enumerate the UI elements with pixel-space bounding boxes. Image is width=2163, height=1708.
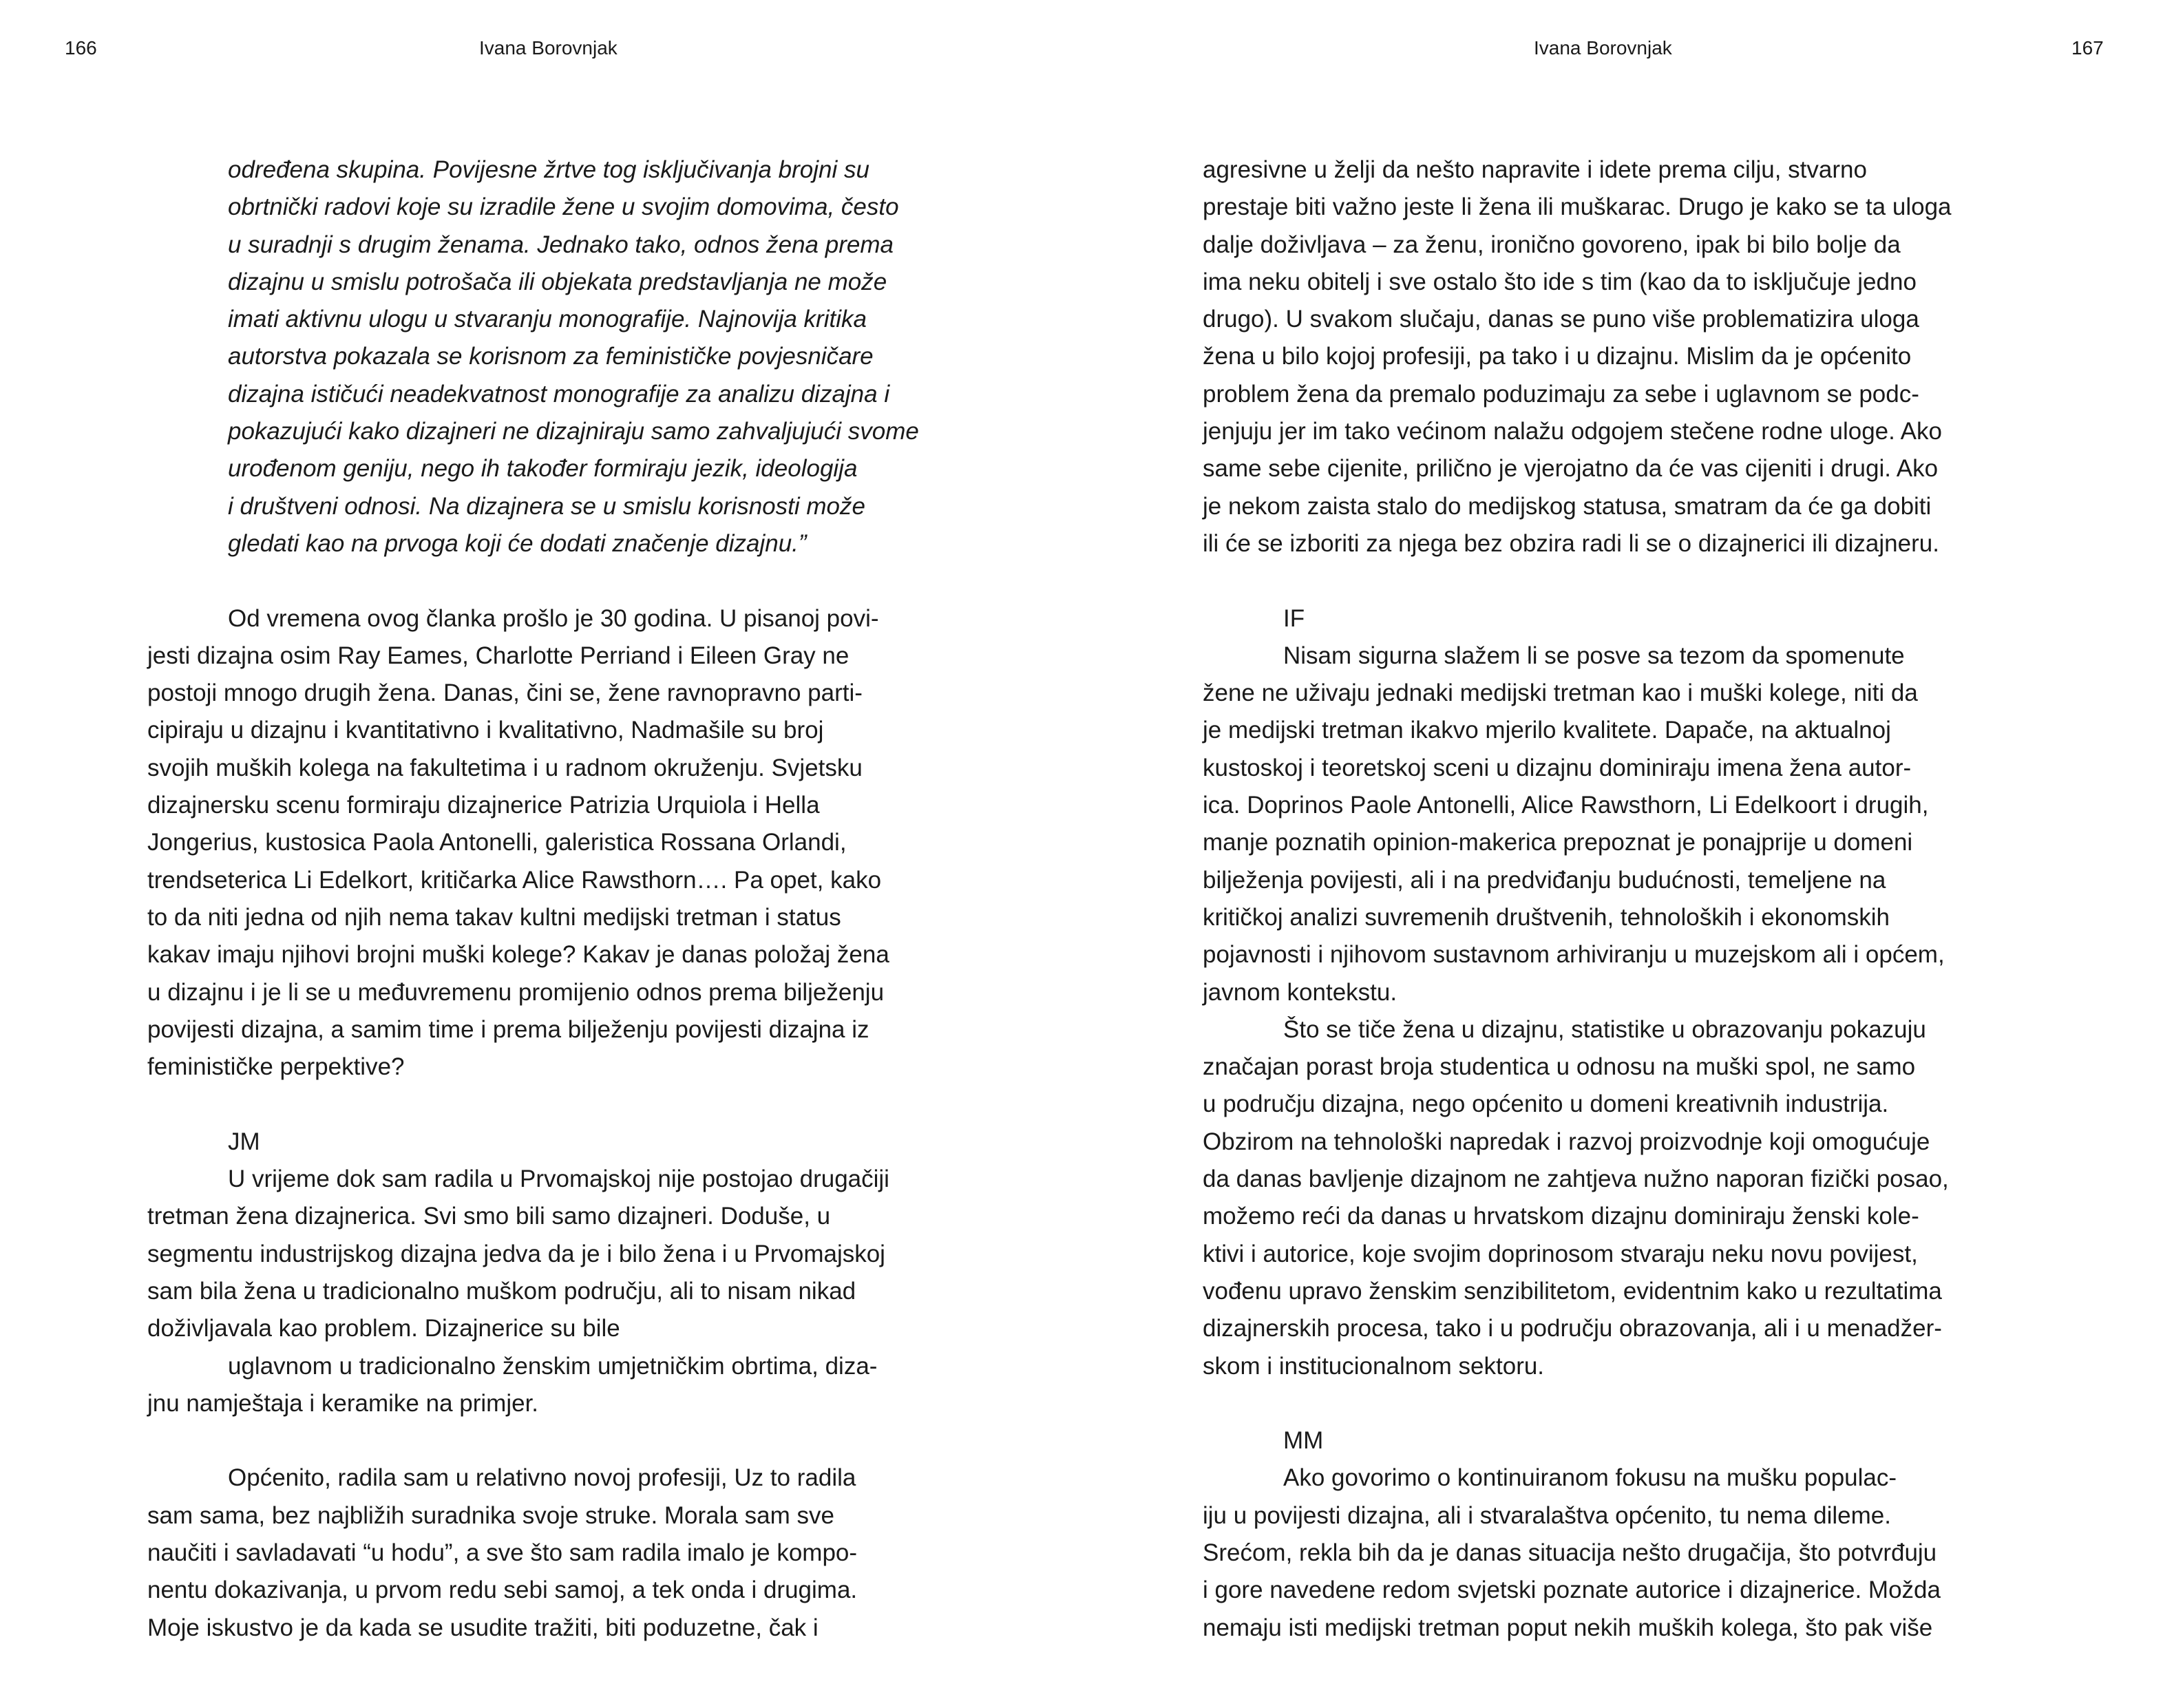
text-line: pokazujući kako dizajneri ne dizajniraju samo zahvaljujući svome: [228, 418, 919, 445]
paragraph-gap: [147, 1422, 967, 1459]
text-line: Jongerius, kustosica Paola Antonelli, galeristica Rossana Orlandi,: [147, 829, 847, 856]
text-line: Srećom, rekla bih da je danas situacija nešto drugačija, što potvrđuju: [1203, 1539, 1937, 1566]
text-line: jesti dizajna osim Ray Eames, Charlotte Perriand i Eileen Gray ne: [147, 642, 850, 669]
text-line: Moje iskustvo je da kada se usudite tražiti, biti poduzetne, čak i: [147, 1614, 819, 1641]
text-line: dizajnu u smislu potrošača ili objekata predstavljanja ne može: [228, 268, 887, 295]
right-text-column: [1203, 151, 2026, 1647]
text-line: je medijski tretman ikakvo mjerilo kvalitete. Dapače, na aktualnoj: [1203, 717, 1891, 744]
text-line: skom i institucionalnom sektoru.: [1203, 1352, 1545, 1380]
paragraph: [147, 600, 967, 1086]
text-line: javnom kontekstu.: [1203, 978, 1397, 1006]
text-line: jnu namještaja i keramike na primjer.: [147, 1389, 539, 1417]
text-line: tretman žena dizajnerica. Svi smo bili samo dizajneri. Doduše, u: [147, 1203, 831, 1230]
text-line: naučiti i savladavati “u hodu”, a sve što sam radila imalo je kompo-: [147, 1539, 858, 1566]
text-line: Ako govorimo o kontinuiranom fokusu na mušku populac-: [1283, 1464, 1897, 1492]
paragraph: [1203, 151, 2026, 562]
text-line: sam sama, bez najbližih suradnika svoje struke. Morala sam sve: [147, 1501, 834, 1529]
text-line: urođenom geniju, nego ih također formiraju jezik, ideologija: [228, 455, 858, 483]
text-line: trendseterica Li Edelkort, kritičarka Alice Rawsthorn…. Pa opet, kako: [147, 866, 882, 894]
text-line: vođenu upravo ženskim senzibilitetom, evidentnim kako u rezultatima: [1203, 1277, 1942, 1305]
text-line: manje poznatih opinion-makerica prepoznat je ponajprije u domeni: [1203, 829, 1913, 856]
paragraph: [1203, 1459, 2026, 1646]
text-line: ima neku obitelj i sve ostalo što ide s tim (kao da to isključuje jedno: [1203, 268, 1917, 295]
text-line: i društveni odnosi. Na dizajnera se u smislu korisnosti može: [228, 492, 865, 520]
page-number: 166: [65, 37, 97, 59]
text-line: Općenito, radila sam u relativno novoj profesiji, Uz to radila: [228, 1464, 856, 1492]
paragraph-gap: [147, 1086, 967, 1123]
text-line: ktivi i autorice, koje svojim doprinosom stvaraju neku novu povijest,: [1203, 1240, 1918, 1267]
page-number: 167: [2071, 37, 2104, 59]
block-quote: [147, 151, 967, 562]
paragraph-gap: [1203, 1385, 2026, 1422]
text-line: dalje doživljava – za ženu, ironično govoreno, ipak bi bilo bolje da: [1203, 231, 1901, 258]
text-line: Što se tiče žena u dizajnu, statistike u obrazovanju pokazuju: [1283, 1015, 1926, 1043]
paragraph-gap: [147, 562, 967, 600]
text-line: kakav imaju njihovi brojni muški kolege? Kakav je danas položaj žena: [147, 941, 889, 969]
text-line: Nisam sigurna slažem li se posve sa tezom da spomenute: [1283, 642, 1905, 669]
text-line: da danas bavljenje dizajnom ne zahtjeva nužno naporan fizički posao,: [1203, 1166, 1949, 1193]
speaker-initials: JM: [228, 1128, 260, 1155]
text-line: same sebe cijenite, prilično je vjerojatno da će vas cijeniti i drugi. Ako: [1203, 455, 1939, 483]
paragraph: [1203, 1011, 2026, 1385]
text-line: sam bila žena u tradicionalno muškom području, ali to nisam nikad: [147, 1277, 856, 1305]
speaker-initials: MM: [1283, 1427, 1324, 1455]
text-line: dizajnersku scenu formiraju dizajnerice Patrizia Urquiola i Hella: [147, 792, 820, 819]
text-line: nentu dokazivanja, u prvom redu sebi samoj, a tek onda i drugima.: [147, 1577, 858, 1604]
text-line: i gore navedene redom svjetski poznate autorice i dizajnerice. Možda: [1203, 1577, 1941, 1604]
text-line: svojih muških kolega na fakultetima i u radnom okruženju. Svjetsku: [147, 754, 863, 781]
paragraph: [147, 1459, 967, 1646]
text-line: agresivne u želji da nešto napravite i idete prema cilju, stvarno: [1203, 156, 1867, 183]
text-line: ica. Doprinos Paole Antonelli, Alice Rawsthorn, Li Edelkoort i drugih,: [1203, 792, 1929, 819]
paragraph: [147, 1348, 967, 1423]
text-line: imati aktivnu ulogu u stvaranju monografije. Najnovija kritika: [228, 306, 867, 333]
text-line: gledati kao na prvoga koji će dodati značenje dizajnu.”: [228, 529, 807, 557]
text-line: žene ne uživaju jednaki medijski tretman kao i muški kolege, niti da: [1203, 679, 1918, 707]
text-line: drugo). U svakom slučaju, danas se puno više problematizira uloga: [1203, 306, 1919, 333]
text-line: kustoskoj i teoretskoj sceni u dizajnu dominiraju imena žena autor-: [1203, 754, 1912, 781]
text-line: pojavnosti i njihovom sustavnom arhiviranju u muzejskom ali i općem,: [1203, 941, 1945, 969]
text-line: žena u bilo kojoj profesiji, pa tako i u dizajnu. Mislim da je općenito: [1203, 343, 1912, 370]
text-line: segmentu industrijskog dizajna jedva da je i bilo žena i u Prvomajskoj: [147, 1240, 885, 1267]
text-line: možemo reći da danas u hrvatskom dizajnu dominiraju ženski kole-: [1203, 1203, 1919, 1230]
text-line: autorstva pokazala se korisnom za feminističke povjesničare: [228, 343, 874, 370]
text-line: kritičkoj analizi suvremenih društvenih, tehnoloških i ekonomskih: [1203, 903, 1890, 931]
text-line: feminističke perpektive?: [147, 1053, 405, 1081]
text-line: Obzirom na tehnološki napredak i razvoj proizvodnje koji omogućuje: [1203, 1128, 1930, 1155]
text-line: jenjuju jer im tako većinom nalažu odgojem stečene rodne uloge. Ako: [1203, 418, 1942, 445]
text-line: ili će se izboriti za njega bez obzira radi li se o dizajnerici ili dizajneru.: [1203, 529, 1939, 557]
running-head: Ivana Borovnjak: [1534, 37, 1672, 59]
text-line: Od vremena ovog članka prošlo je 30 godina. U pisanoj povi-: [228, 604, 879, 632]
text-line: bilježenja povijesti, ali i na predviđanju budućnosti, temeljene na: [1203, 866, 1886, 894]
text-line: prestaje biti važno jeste li žena ili muškarac. Drugo je kako se ta uloga: [1203, 193, 1952, 221]
text-line: je nekom zaista stalo do medijskog statusa, smatram da će ga dobiti: [1203, 492, 1932, 520]
text-line: cipiraju u dizajnu i kvantitativno i kvalitativno, Nadmašile su broj: [147, 717, 824, 744]
text-line: u području dizajna, nego općenito u domeni kreativnih industrija.: [1203, 1090, 1889, 1118]
text-line: određena skupina. Povijesne žrtve tog isključivanja brojni su: [228, 156, 869, 183]
text-line: to da niti jedna od njih nema takav kultni medijski tretman i status: [147, 903, 841, 931]
paragraph: [147, 1161, 967, 1347]
text-line: značajan porast broja studentica u odnosu na muški spol, ne samo: [1203, 1053, 1916, 1081]
paragraph-gap: [1203, 562, 2026, 600]
text-line: povijesti dizajna, a samim time i prema bilježenju povijesti dizajna iz: [147, 1015, 869, 1043]
speaker-initials: IF: [1283, 604, 1305, 632]
text-line: iju u povijesti dizajna, ali i stvaralaštva općenito, tu nema dileme.: [1203, 1501, 1891, 1529]
text-line: doživljavala kao problem. Dizajnerice su bile: [147, 1315, 620, 1342]
text-line: nemaju isti medijski tretman poput nekih muških kolega, što pak više: [1203, 1614, 1933, 1641]
text-line: uglavnom u tradicionalno ženskim umjetničkim obrtima, diza-: [228, 1352, 878, 1380]
text-line: problem žena da premalo poduzimaju za sebe i uglavnom se podc-: [1203, 380, 1919, 408]
text-line: dizajna ističući neadekvatnost monografije za analizu dizajna i: [228, 380, 890, 408]
text-line: dizajnerskih procesa, tako i u području obrazovanja, ali i u menadžer-: [1203, 1315, 1942, 1342]
right-page: [1082, 0, 2163, 1708]
left-text-column: [147, 151, 967, 1647]
text-line: obrtnički radovi koje su izradile žene u svojim domovima, često: [228, 193, 899, 221]
running-head: Ivana Borovnjak: [479, 37, 618, 59]
text-line: u suradnji s drugim ženama. Jednako tako, odnos žena prema: [228, 231, 894, 258]
text-line: U vrijeme dok sam radila u Prvomajskoj nije postojao drugačiji: [228, 1166, 889, 1193]
text-line: postoji mnogo drugih žena. Danas, čini se, žene ravnopravno parti-: [147, 679, 863, 707]
paragraph: [1203, 637, 2026, 1011]
text-line: u dizajnu i je li se u međuvremenu promijenio odnos prema bilježenju: [147, 978, 885, 1006]
